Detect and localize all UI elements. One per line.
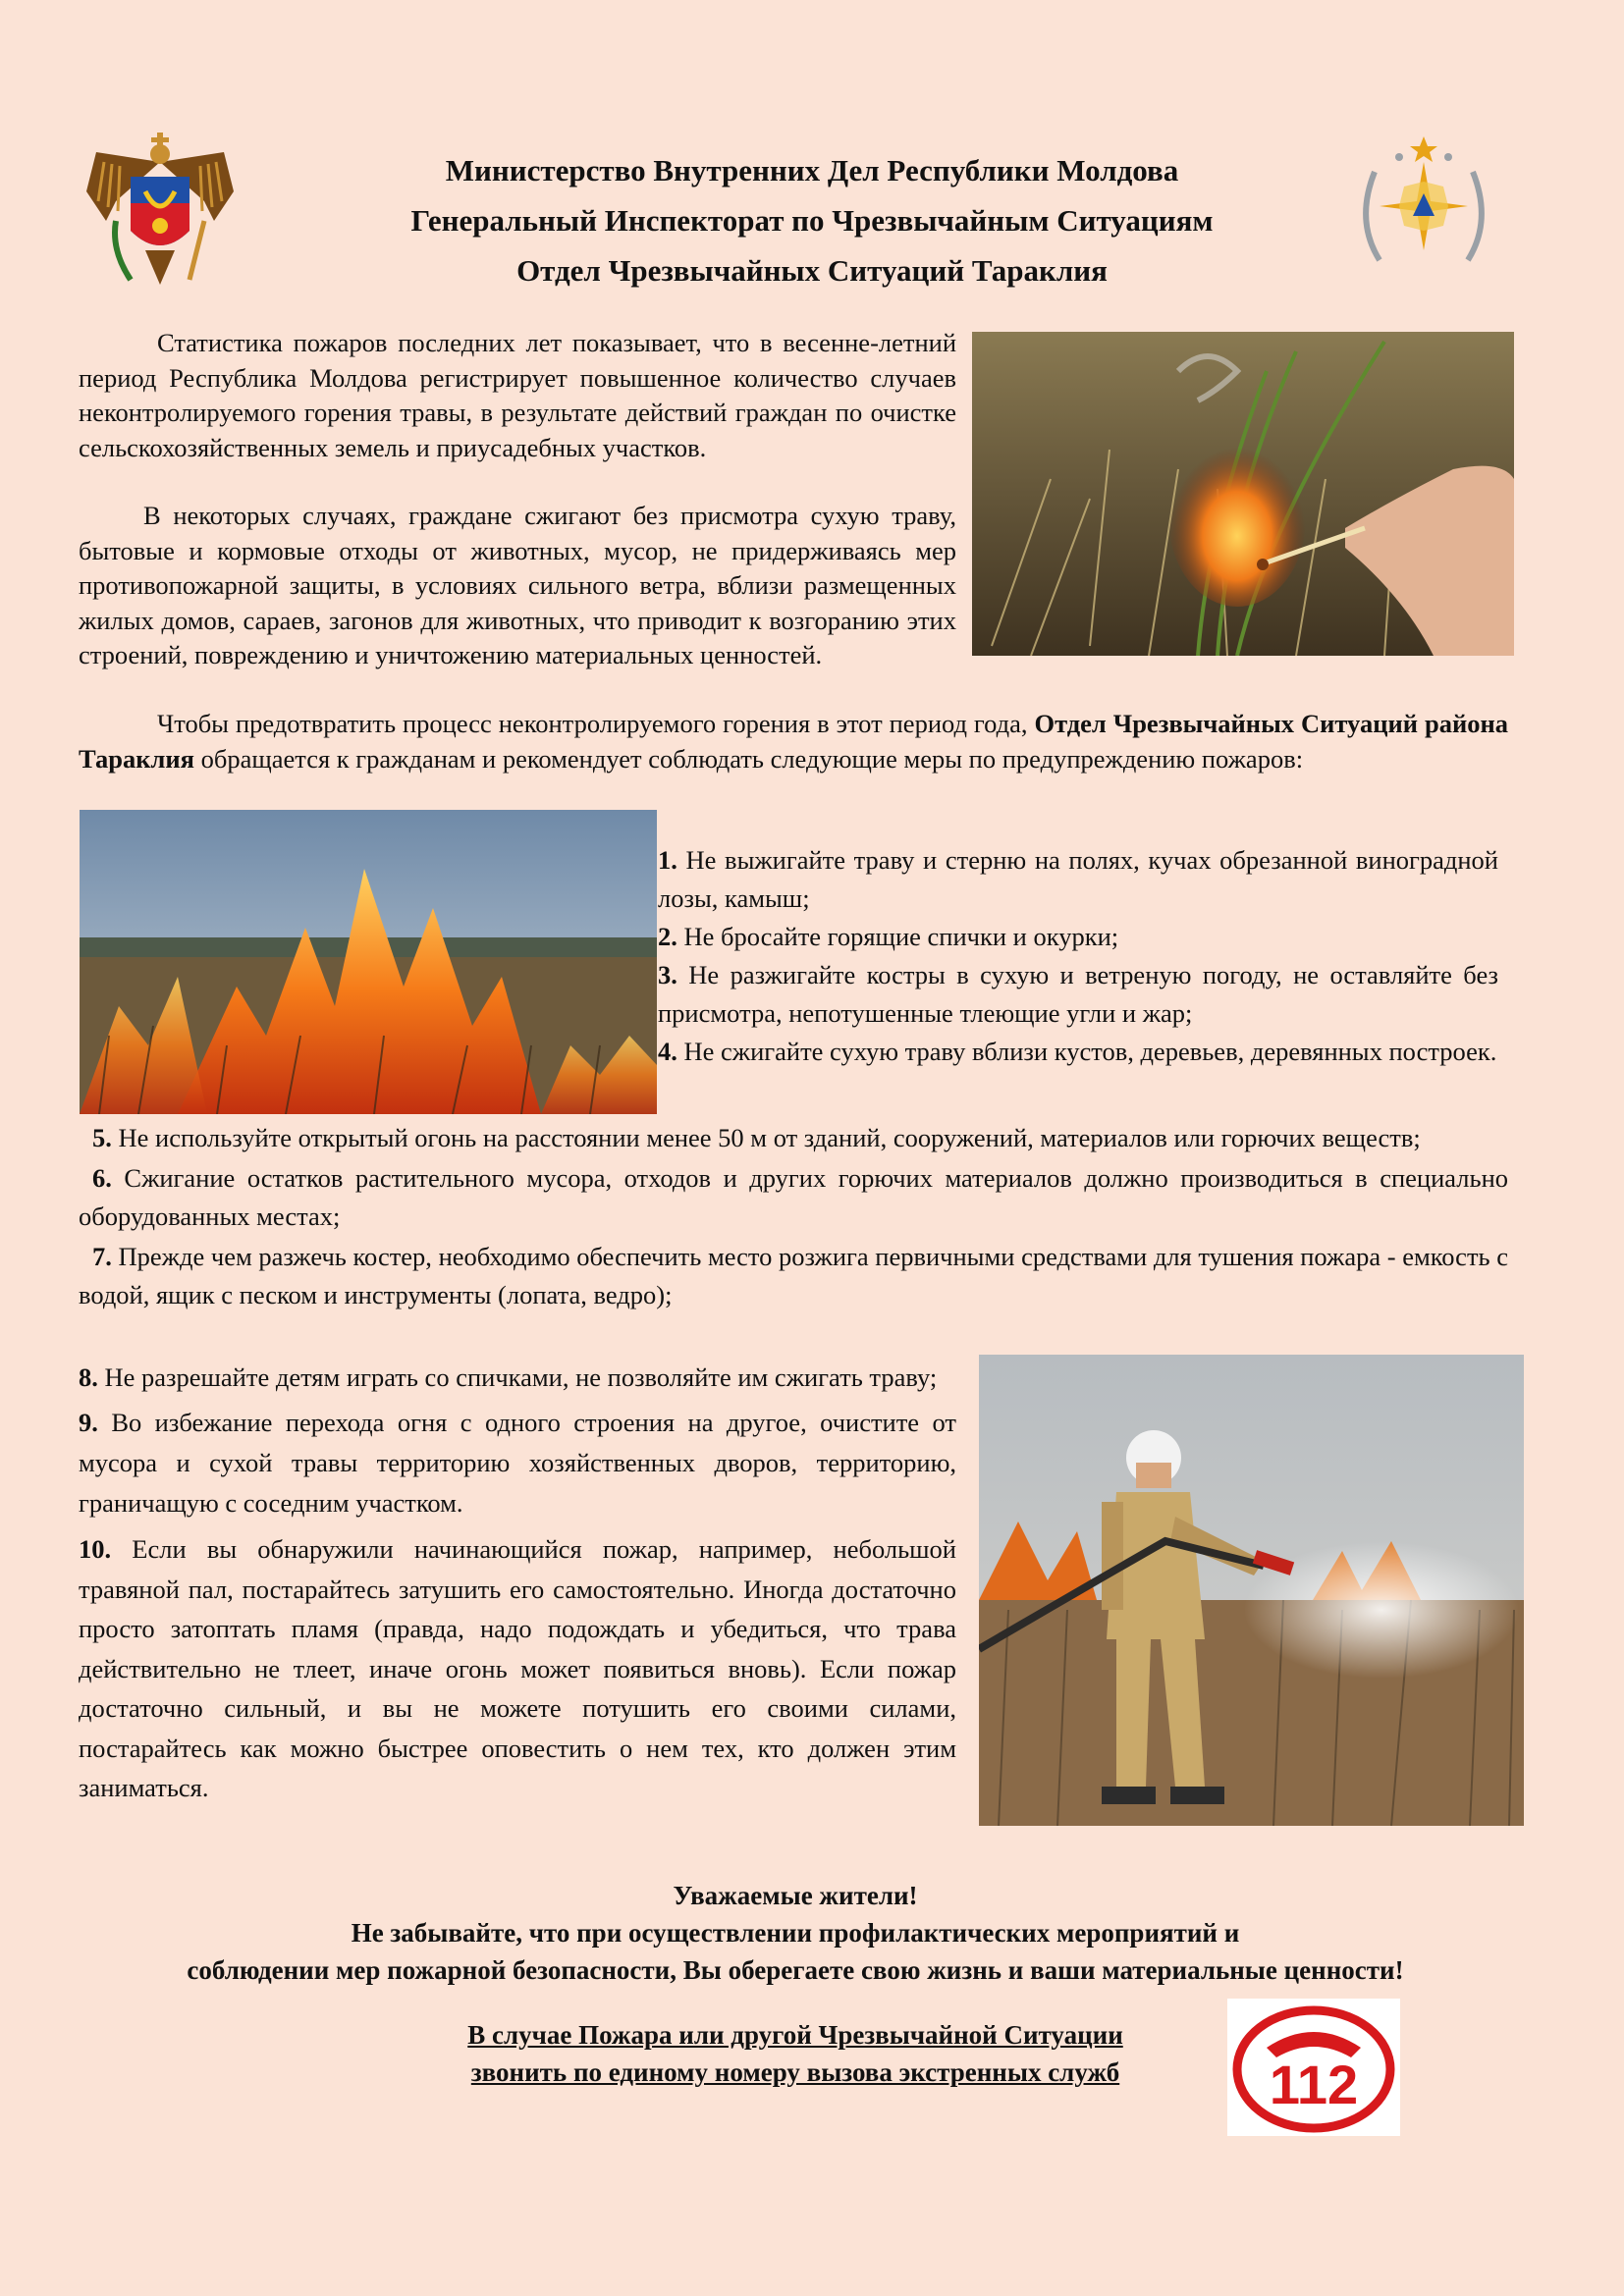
measure-text: Не выжигайте траву и стерню на полях, кучах обрезанной виноградной лозы, камыш;	[658, 845, 1498, 913]
emergency-line-2: звонить по единому номеру вызова экстренных служб	[470, 2057, 1120, 2087]
measure-number: 10.	[79, 1534, 112, 1564]
header-title-block	[245, 145, 1379, 295]
intro-paragraph-3	[79, 707, 1508, 776]
measure-item	[79, 1159, 1508, 1236]
measure-item	[658, 956, 1498, 1033]
grass-ignition-photo	[972, 332, 1514, 656]
closing-greeting: Уважаемые жители!	[673, 1881, 918, 1910]
closing-line-2: Не забывайте, что при осуществлении профилактических мероприятий и	[351, 1918, 1240, 1948]
measure-item	[79, 1403, 956, 1523]
closing-block	[59, 1877, 1532, 1989]
header-line-department: Отдел Чрезвычайных Ситуаций Тараклия	[516, 253, 1108, 288]
moldova-coat-of-arms-icon	[77, 133, 244, 290]
measure-number: 9.	[79, 1408, 98, 1437]
closing-line-3: соблюдении мер пожарной безопасности, Вы оберегаете свою жизнь и ваши материальные ценности!	[187, 1955, 1404, 1985]
intro-paragraph-1: Статистика пожаров последних лет показывает, что в весенне-летний период Республика Молдова регистрирует повышенное количество случаев неконтролируемого горения травы, в результате действий граждан по очистке сельскохозяйственных земель и приусадебных участков.	[79, 328, 956, 462]
measure-text: Сжигание остатков растительного мусора, отходов и других горючих материалов должно производиться в специально оборудованных местах;	[79, 1163, 1509, 1231]
intro-paragraph-3-start: Чтобы предотвратить процесс неконтролируемого горения в этот период года,	[157, 709, 1028, 738]
measure-text: Не разжигайте костры в сухую и ветреную погоду, не оставляйте без присмотра, непотушенные тлеющие угли и жар;	[658, 960, 1498, 1028]
emergency-number: 112	[1269, 2054, 1359, 2115]
phone-112-icon	[1227, 1999, 1400, 2136]
measure-item	[658, 841, 1498, 918]
measures-group-b	[79, 1119, 1508, 1314]
emergency-call-text	[324, 2016, 1267, 2091]
measure-item	[658, 918, 1498, 956]
measure-number: 1.	[658, 845, 677, 875]
measure-text: Не сжигайте сухую траву вблизи кустов, деревьев, деревянных построек.	[683, 1037, 1497, 1066]
intro-paragraph-2: В некоторых случаях, граждане сжигают без присмотра сухую траву, бытовые и кормовые отходы от животных, мусор, не придерживаясь мер противопожарной защиты, в условиях сильного ветра, вблизи размещенных жилых домов, сараев, загонов для животных, что приводит к возгоранию этих строений, повреждению и уничтожению материальных ценностей.	[79, 501, 956, 669]
emergency-line-1: В случае Пожара или другой Чрезвычайной Ситуации	[467, 2020, 1123, 2050]
header-line-inspectorate: Генеральный Инспекторат по Чрезвычайным Ситуациям	[410, 203, 1214, 238]
measure-text: Если вы обнаружили начинающийся пожар, например, небольшой травяной пал, постарайтесь затушить его самостоятельно. Иногда достаточно просто затоптать пламя (правда, надо подождать и убедиться, что трава действительно не тлеет, иначе огонь может появиться вновь). Если пожар достаточно сильный, и вы не можете потушить его своими силами, постарайтесь как можно быстрее оповестить о нем тех, кто должен этим заниматься.	[79, 1534, 956, 1802]
measure-item	[79, 1119, 1508, 1157]
measure-number: 4.	[658, 1037, 677, 1066]
measure-text: Не бросайте горящие спички и окурки;	[683, 922, 1119, 951]
measure-number: 6.	[92, 1163, 112, 1193]
measure-text: Прежде чем разжечь костер, необходимо обеспечить место розжига первичными средствами для тушения пожара - емкость с водой, ящик с песком и инструменты (лопата, ведро);	[79, 1242, 1509, 1309]
measure-number: 7.	[92, 1242, 112, 1271]
measure-number: 5.	[92, 1123, 112, 1152]
measure-item	[79, 1238, 1508, 1314]
measure-number: 3.	[658, 960, 677, 989]
measure-item	[79, 1529, 956, 1808]
header-line-ministry: Министерство Внутренних Дел Республики Молдова	[445, 153, 1179, 187]
measures-group-a	[658, 841, 1498, 1071]
intro-paragraph-3-end: обращается к гражданам и рекомендует соблюдать следующие меры по предупреждению пожаров:	[200, 743, 1304, 774]
department-name-bold: Отдел Чрезвычайных Ситуаций района Тараклия	[79, 709, 1508, 774]
measure-number: 2.	[658, 922, 677, 951]
measure-item	[658, 1033, 1498, 1071]
firefighter-photo	[979, 1355, 1524, 1826]
measure-text: Не разрешайте детям играть со спичками, не позволяйте им сжигать траву;	[104, 1362, 938, 1392]
measure-number: 8.	[79, 1362, 98, 1392]
measure-text: Не используйте открытый огонь на расстоянии менее 50 м от зданий, сооружений, материалов или горючих веществ;	[118, 1123, 1421, 1152]
measures-group-c	[79, 1359, 956, 1808]
measure-item	[79, 1359, 956, 1397]
field-fire-photo	[80, 810, 657, 1114]
measure-text: Во избежание перехода огня с одного строения на другое, очистите от мусора и сухой травы территорию хозяйственных дворов, территорию, граничащую с соседним участком.	[79, 1408, 956, 1518]
